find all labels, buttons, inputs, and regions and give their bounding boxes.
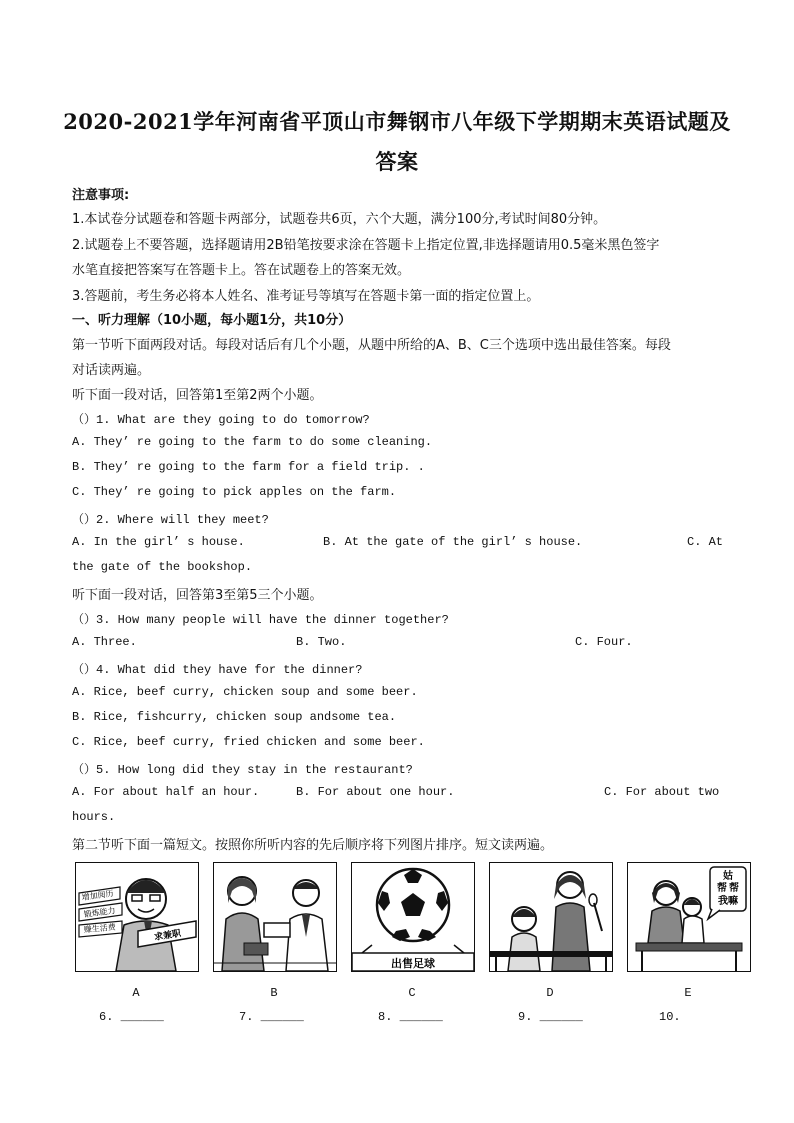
picture-label-e: E bbox=[684, 986, 692, 1000]
job-seeker-illustration bbox=[76, 863, 198, 971]
q5-option-a: A. For about half an hour. bbox=[72, 785, 260, 799]
q3-option-c: C. Four. bbox=[575, 635, 633, 649]
q4-option-a: A. Rice, beef curry, chicken soup and some beer. bbox=[72, 685, 418, 699]
picture-label-a: A bbox=[132, 986, 140, 1000]
dialog2-intro: 听下面一段对话，回答第3至第5三个小题。 bbox=[72, 588, 323, 603]
q3-option-a: A. Three. bbox=[72, 635, 137, 649]
q5-option-c: C. For about two bbox=[604, 785, 720, 799]
picture-e-bubble-4: 我嘛 bbox=[718, 896, 738, 907]
picture-a-sign: 求兼职 bbox=[153, 928, 182, 944]
soccer-ball-illustration bbox=[352, 863, 474, 971]
picture-e-bubble-3: 帮 bbox=[729, 883, 739, 894]
picture-c-caption: 出售足球 bbox=[391, 957, 435, 970]
notice-item-3: 3.答题前，考生务必将本人姓名、准考证号等填写在答题卡第一面的指定位置上。 bbox=[72, 289, 540, 304]
picture-label-d: D bbox=[546, 986, 554, 1000]
answer-blank-8[interactable]: 8. ______ bbox=[378, 1010, 443, 1024]
picture-e bbox=[627, 862, 751, 972]
picture-a-tag-2: 锻炼能力 bbox=[83, 905, 117, 920]
notice-item-2b: 水笔直接把答案写在答题卡上。答在试题卷上的答案无效。 bbox=[72, 263, 411, 278]
q2-option-c: C. At bbox=[687, 535, 724, 549]
q5-option-b: B. For about one hour. bbox=[296, 785, 455, 799]
q2-option-c-cont: the gate of the bookshop. bbox=[72, 560, 253, 574]
notice-item-1: 1.本试卷分试题卷和答题卡两部分，试题卷共6页，六个大题，满分100分,考试时间80分钟。 bbox=[72, 212, 607, 227]
q2-option-b: B. At the gate of the girl’ s house. bbox=[323, 535, 583, 549]
doc-title-line-1: 2020-2021学年河南省平顶山市舞钢市八年级下学期期末英语试题及 bbox=[63, 109, 731, 134]
question-1: （）1. What are they going to do tomorrow? bbox=[72, 413, 370, 427]
doc-title-line-2: 答案 bbox=[375, 149, 419, 174]
question-2: （）2. Where will they meet? bbox=[72, 513, 269, 527]
q4-option-c: C. Rice, beef curry, fried chicken and some beer. bbox=[72, 735, 425, 749]
part1-intro-a: 第一节听下面两段对话。每段对话后有几个小题，从题中所给的A、B、C三个选项中选出最佳答案。每段 bbox=[72, 338, 671, 353]
handshake-illustration bbox=[214, 863, 336, 971]
q2-option-a: A. In the girl’ s house. bbox=[72, 535, 245, 549]
q5-option-c-cont: hours. bbox=[72, 810, 116, 824]
q4-option-b: B. Rice, fishcurry, chicken soup andsome tea. bbox=[72, 710, 397, 724]
answer-blank-9[interactable]: 9. ______ bbox=[518, 1010, 583, 1024]
notice-item-2a: 2.试题卷上不要答题，选择题请用2B铅笔按要求涂在答题卡上指定位置,非选择题请用0.5毫米黑色签字 bbox=[72, 238, 660, 253]
q1-option-c: C. They’ re going to pick apples on the farm. bbox=[72, 485, 397, 499]
picture-d bbox=[489, 862, 613, 972]
picture-label-c: C bbox=[408, 986, 416, 1000]
section1-heading: 一、听力理解（10小题，每小题1分，共10分） bbox=[72, 313, 352, 328]
help-request-illustration bbox=[628, 863, 750, 971]
answer-blank-7[interactable]: 7. ______ bbox=[239, 1010, 304, 1024]
picture-b bbox=[213, 862, 337, 972]
part1-intro-b: 对话读两遍。 bbox=[72, 363, 151, 378]
q3-option-b: B. Two. bbox=[296, 635, 347, 649]
picture-e-bubble-2: 帮 bbox=[717, 883, 727, 894]
picture-a-tag-1: 增加阅历 bbox=[81, 888, 115, 903]
dialog1-intro: 听下面一段对话，回答第1至第2两个小题。 bbox=[72, 388, 323, 403]
q1-option-b: B. They’ re going to the farm for a field trip. . bbox=[72, 460, 425, 474]
picture-e-bubble-1: 姑 bbox=[723, 871, 733, 882]
picture-c bbox=[351, 862, 475, 972]
restaurant-illustration bbox=[490, 863, 612, 971]
picture-a-tag-3: 赚生活费 bbox=[83, 922, 117, 935]
picture-a bbox=[75, 862, 199, 972]
question-3: （）3. How many people will have the dinner together? bbox=[72, 613, 449, 627]
question-5: （）5. How long did they stay in the restaurant? bbox=[72, 763, 413, 777]
answer-blank-10[interactable]: 10. bbox=[659, 1010, 681, 1024]
q1-option-a: A. They’ re going to the farm to do some cleaning. bbox=[72, 435, 433, 449]
question-4: （）4. What did they have for the dinner? bbox=[72, 663, 363, 677]
part2-intro: 第二节听下面一篇短文。按照你所听内容的先后顺序将下列图片排序。短文读两遍。 bbox=[72, 838, 554, 853]
answer-blank-6[interactable]: 6. ______ bbox=[99, 1010, 164, 1024]
picture-label-b: B bbox=[270, 986, 278, 1000]
notice-heading: 注意事项: bbox=[72, 188, 130, 203]
